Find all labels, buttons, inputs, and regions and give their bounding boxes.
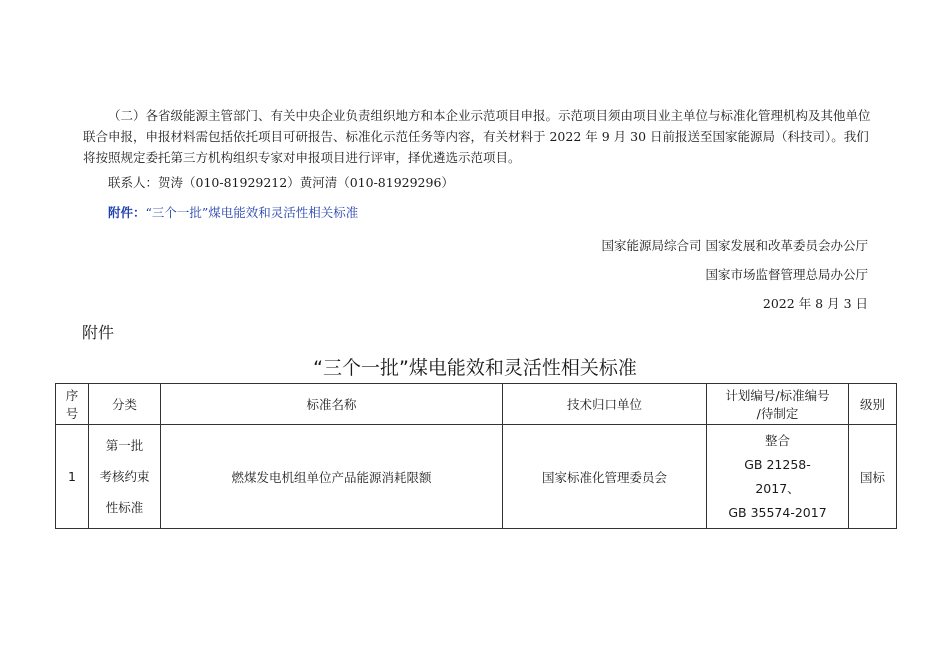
attachment-link[interactable]: “三个一批”煤电能效和灵活性相关标准 — [145, 205, 359, 220]
signature-issuers: 国家能源局综合司 国家发展和改革委员会办公厅 — [601, 238, 868, 253]
contact-line: 联系人：贺涛（010-81929212）黄河清（010-81929296） — [108, 175, 454, 190]
cell-tech-unit: 国家标准化管理委员会 — [503, 425, 707, 529]
attachment-line — [108, 202, 358, 223]
header-seq: 序 号 — [56, 384, 89, 425]
cell-seq: 1 — [56, 425, 89, 529]
annex-title: “三个一批”煤电能效和灵活性相关标准 — [313, 357, 637, 379]
cell-standard-name: 燃煤发电机组单位产品能源消耗限额 — [161, 425, 503, 529]
annex-label: 附件 — [82, 323, 115, 342]
body-paragraph: （二）各省级能源主管部门、有关中央企业负责组织地方和本企业示范项目申报。示范项目须由项目业主单位与标准化管理机构及其他单位联合申报，申报材料需包括依托项目可研报告、标准化示范任务等内容，有关材料于 2022 年 9 月 30 日前报送至国家能源局（科技司）。我们将按照规定委托第三方机构组织专家对申报项目进行评审，择优遴选示范项目。 — [83, 108, 871, 165]
header-category: 分类 — [89, 384, 161, 425]
cell-category: 第一批 考核约束 性标准 — [89, 425, 161, 529]
header-level: 级别 — [849, 384, 897, 425]
signature-issuer-2: 国家市场监督管理总局办公厅 — [705, 267, 868, 282]
signature-date: 2022 年 8 月 3 日 — [762, 296, 868, 311]
header-standard-name: 标准名称 — [161, 384, 503, 425]
cell-plan-number: 整合 GB 21258- 2017、 GB 35574-2017 — [707, 425, 849, 529]
attachment-label: 附件： — [108, 205, 146, 220]
standards-table — [55, 383, 897, 529]
table-row — [56, 425, 897, 529]
header-tech-unit: 技术归口单位 — [503, 384, 707, 425]
table-header-row — [56, 384, 897, 425]
cell-level: 国标 — [849, 425, 897, 529]
header-plan-number: 计划编号/标准编号 /待制定 — [707, 384, 849, 425]
